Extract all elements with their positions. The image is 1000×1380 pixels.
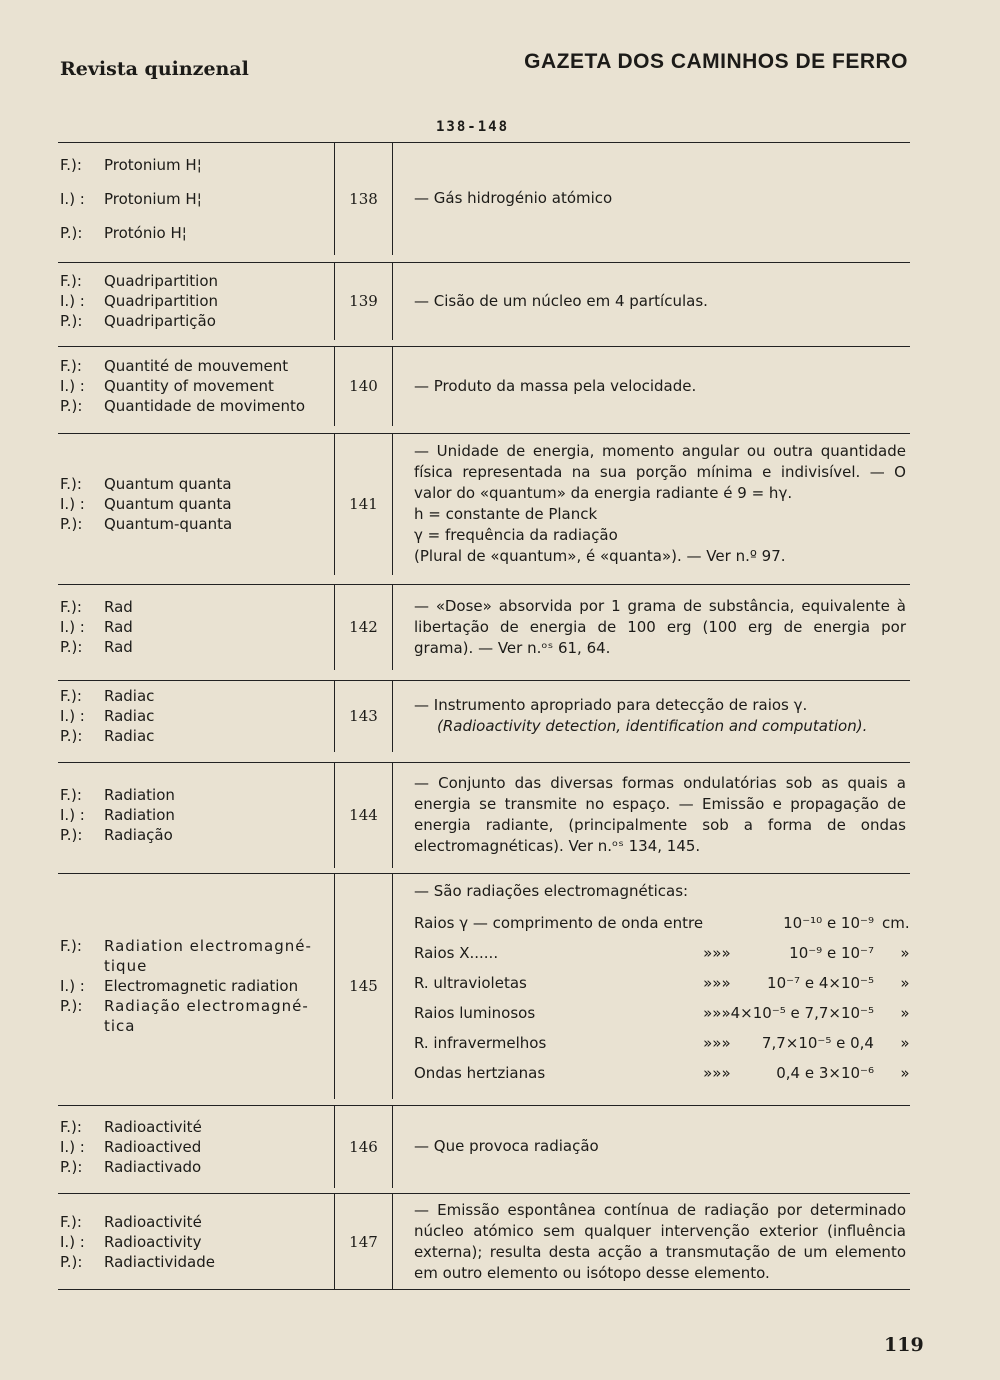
term-portuguese: P.): Rad [60,638,133,656]
column-rule [392,1193,393,1290]
term-list [60,584,332,670]
column-rule [392,680,393,752]
term-french: F.): Quantité de mouvement [60,357,289,375]
term-portuguese: P.): Quantidade de movimento [60,397,306,415]
ditto-mark: » [703,1004,713,1022]
entry-number: 147 [349,1232,378,1251]
term-english: I.) : Electromagnetic radiation [60,977,299,995]
term-portuguese: P.): Quantum-quanta [60,515,233,533]
term-french: F.): Protonium H¦ [60,155,202,174]
entry-number: 141 [349,495,378,513]
wavelength-range: 10⁻¹⁰ e 10⁻⁹ [783,914,874,932]
term-portuguese: P.): Radiac [60,727,155,745]
spectrum-row [414,934,910,964]
definition: — Instrumento apropriado para detecção de raios γ. (Radioactivity detection, identification and computation). [414,696,868,735]
unit: cm. [881,914,910,932]
entry-number: 138 [349,189,378,208]
term-french: F.): Quadripartition [60,272,219,290]
wavelength-range: 4×10⁻⁵ e 7,7×10⁻⁵ [730,1004,874,1022]
term-list [60,262,332,340]
wavelength-range: 10⁻⁹ e 10⁻⁷ [789,944,874,962]
spectrum-row [414,904,910,934]
entry-140 [58,346,910,426]
definition: — Unidade de energia, momento angular ou outra quantidade física representada na sua porção mínima e indivisível. — O valor do «quantum» da energia radiante é 9 = hγ. h = constante de Planck γ = frequência da radiação (Plural de «quantum», é «quanta»). — Ver n.º 97. [414,442,906,565]
ditto-mark: » [703,1034,713,1052]
definition: — Produto da massa pela velocidade. [414,376,697,395]
ditto-mark: » [721,1004,731,1022]
ditto-mark [712,904,721,934]
term-portuguese: P.): Radiação [60,826,173,844]
term-english: I.) : Rad [60,618,133,636]
column-rule [392,142,393,255]
term-portuguese: P.): Protónio H¦ [60,223,187,242]
term-french: F.): Radioactivité [60,1117,202,1136]
wavelength-range: 7,7×10⁻⁵ e 0,4 [761,1034,874,1052]
definition: — São radiações electromagnéticas: Raios γ — comprimento de onda entre 10⁻¹⁰ e 10⁻⁹ cm. Raios X...... » » » 10⁻⁹ e 10⁻⁷ » R. ultravioletas » » » 10⁻⁷ e 4×10⁻⁵ » Raios luminosos » » » 4×10⁻⁵ e 7,7×10⁻⁵ » R. infravermelhos » » » 7,7×10⁻⁵ e 0,4 » Ondas hertzianas » » » 0,4 e 3×10⁻⁶ » [414,882,910,1082]
column-rule [392,873,393,1099]
spectrum-row [414,994,910,1024]
definition: — Cisão de um núcleo em 4 partículas. [414,291,708,310]
entry-142 [58,584,910,670]
ditto-mark: » [712,944,722,962]
term-portuguese: P.): Radiação electromagné-tica [60,997,309,1035]
ditto-mark: » [703,1064,713,1082]
term-french: F.): Radiation [60,786,175,804]
term-french: F.): Rad [60,598,133,616]
band-name: Raios X...... [414,944,499,962]
term-english: I.) : Quantity of movement [60,377,274,395]
column-rule [392,584,393,670]
entry-143 [58,680,910,752]
term-list [60,1105,332,1188]
unit: » [900,1034,910,1052]
running-head-left: Revista quinzenal [60,58,249,80]
term-portuguese: P.): Quadripartição [60,312,216,330]
definition: — Conjunto das diversas formas ondulatórias sob as quais a energia se transmite no espaço. — Emissão e propagação de energia radiante, (principalmente sob a forma de ondas electromagnéticas). Ver n.ᵒˢ 134, 145. [414,774,906,855]
entry-145 [58,873,910,1099]
ditto-mark: » [703,944,713,962]
running-head-title: GAZETA DOS CAMINHOS DE FERRO [524,50,908,73]
term-list [60,1193,332,1290]
ditto-mark: » [721,1034,731,1052]
term-english: I.) : Radiac [60,707,155,725]
band-name: Raios γ — comprimento de onda entre [414,914,704,932]
term-english: I.) : Quadripartition [60,292,219,310]
entry-number: 142 [349,618,378,636]
spectrum-row [414,1024,910,1054]
page-number: 119 [884,1334,924,1356]
band-name: Ondas hertzianas [414,1064,546,1082]
term-list [60,142,332,255]
band-name: R. infravermelhos [414,1034,547,1052]
term-list [60,346,332,426]
term-english: I.) : Quantum quanta [60,495,232,513]
column-rule [392,1105,393,1188]
entry-139 [58,262,910,340]
entry-number: 143 [349,707,378,725]
ditto-mark: » [712,974,722,992]
term-french: F.): Quantum quanta [60,475,232,493]
term-english: I.) : Radiation [60,806,175,824]
term-list [60,680,332,752]
definition: — Emissão espontânea contínua de radiação por determinado núcleo atómico sem qualquer intervenção exterior (influência externa); resulta desta acção a transmutação de um elemento em outro elemento ou isótopo desse elemento. [414,1200,906,1282]
term-list [60,873,332,1099]
term-portuguese: P.): Radiactivado [60,1157,202,1176]
term-french: F.): Radiation electromagné-tique [60,937,312,975]
column-rule [392,262,393,340]
term-french: F.): Radioactivité [60,1212,202,1231]
band-name: R. ultravioletas [414,974,527,992]
ditto-mark: » [721,944,731,962]
band-name: Raios luminosos [414,1004,536,1022]
ditto-mark: » [712,1004,722,1022]
column-rule [392,433,393,575]
entry-144 [58,762,910,868]
ditto-mark: » [721,1064,731,1082]
entry-number: 139 [349,292,378,310]
column-rule [392,346,393,426]
term-english: I.) : Radioactivity [60,1232,202,1251]
entry-138 [58,142,910,255]
entry-number: 146 [349,1137,378,1156]
ditto-mark [703,904,712,934]
unit: » [900,1064,910,1082]
entry-number: 145 [349,977,378,995]
definition: — Gás hidrogénio atómico [414,189,613,207]
entry-146 [58,1105,910,1188]
term-list [60,433,332,575]
term-portuguese: P.): Radiactividade [60,1252,215,1271]
spectrum-row [414,1054,910,1084]
ditto-mark: » [712,1034,722,1052]
ditto-mark [721,904,730,934]
term-list [60,762,332,868]
wavelength-range: 0,4 e 3×10⁻⁶ [776,1064,874,1082]
definition: — «Dose» absorvida por 1 grama de substância, equivalente à libertação de energia de 100 erg (100 erg de energia por grama). — Ver n.ᵒˢ 61, 64. [414,596,906,657]
term-english: I.) : Radioactived [60,1137,202,1156]
ditto-mark: » [721,974,731,992]
definition: — Que provoca radiação [414,1137,599,1155]
spectrum-table [414,904,910,1084]
column-rule [392,762,393,868]
ditto-mark: » [703,974,713,992]
term-french: F.): Radiac [60,687,155,705]
unit: » [900,944,910,962]
unit: » [900,1004,910,1022]
unit: » [900,974,910,992]
entry-range: 138-148 [436,119,510,135]
wavelength-range: 10⁻⁷ e 4×10⁻⁵ [767,974,874,992]
entry-number: 144 [349,806,378,824]
spectrum-row [414,964,910,994]
term-english: I.) : Protonium H¦ [60,189,202,208]
entry-147 [58,1193,910,1290]
entry-number: 140 [349,377,378,395]
entry-141 [58,433,910,575]
ditto-mark: » [712,1064,722,1082]
